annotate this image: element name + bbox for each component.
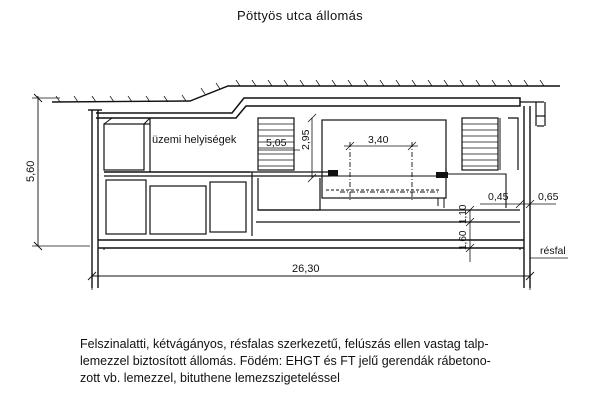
dim-track-spacing: 3,40 [368,134,389,146]
caption-line-3: zott vb. lemezzel, bituthene lemezszigeteléssel [80,371,340,385]
lower-cell-1 [106,180,146,234]
label-rooms: üzemi helyiségek [152,134,237,146]
dim-width-total: 26,30 [292,263,320,275]
caption [80,336,540,387]
left-upper-cell [104,124,144,170]
caption-line-2: lemezzel biztosított állomás. Födém: EHGT és FT jelű gerendák rábetono- [80,354,491,368]
dim-160: 1,60 [458,230,469,250]
central-hall [322,120,446,198]
caption-line-1: Felszinalatti, kétvágányos, résfalas szerkezetű, felúszás ellen vastag talp- [80,337,489,351]
drawing-title: Pöttyös utca állomás [237,8,363,23]
dim-045: 0,45 [488,191,509,203]
dim-065: 0,65 [538,191,559,203]
dim-110: 1,10 [458,204,469,224]
lower-cell-2 [150,186,206,234]
dim-width-left: 5,05 [266,137,287,149]
dim-height-total: 5,60 [25,160,37,182]
lower-cell-3 [210,182,246,232]
right-diaphragm-wall [524,106,530,288]
left-diaphragm-wall [92,110,98,288]
right-stair [462,118,498,170]
dim-ceiling-height: 2,95 [300,129,312,150]
label-resfal: résfal [540,245,566,257]
middle-slab [250,172,330,236]
ground-surface [52,86,560,102]
